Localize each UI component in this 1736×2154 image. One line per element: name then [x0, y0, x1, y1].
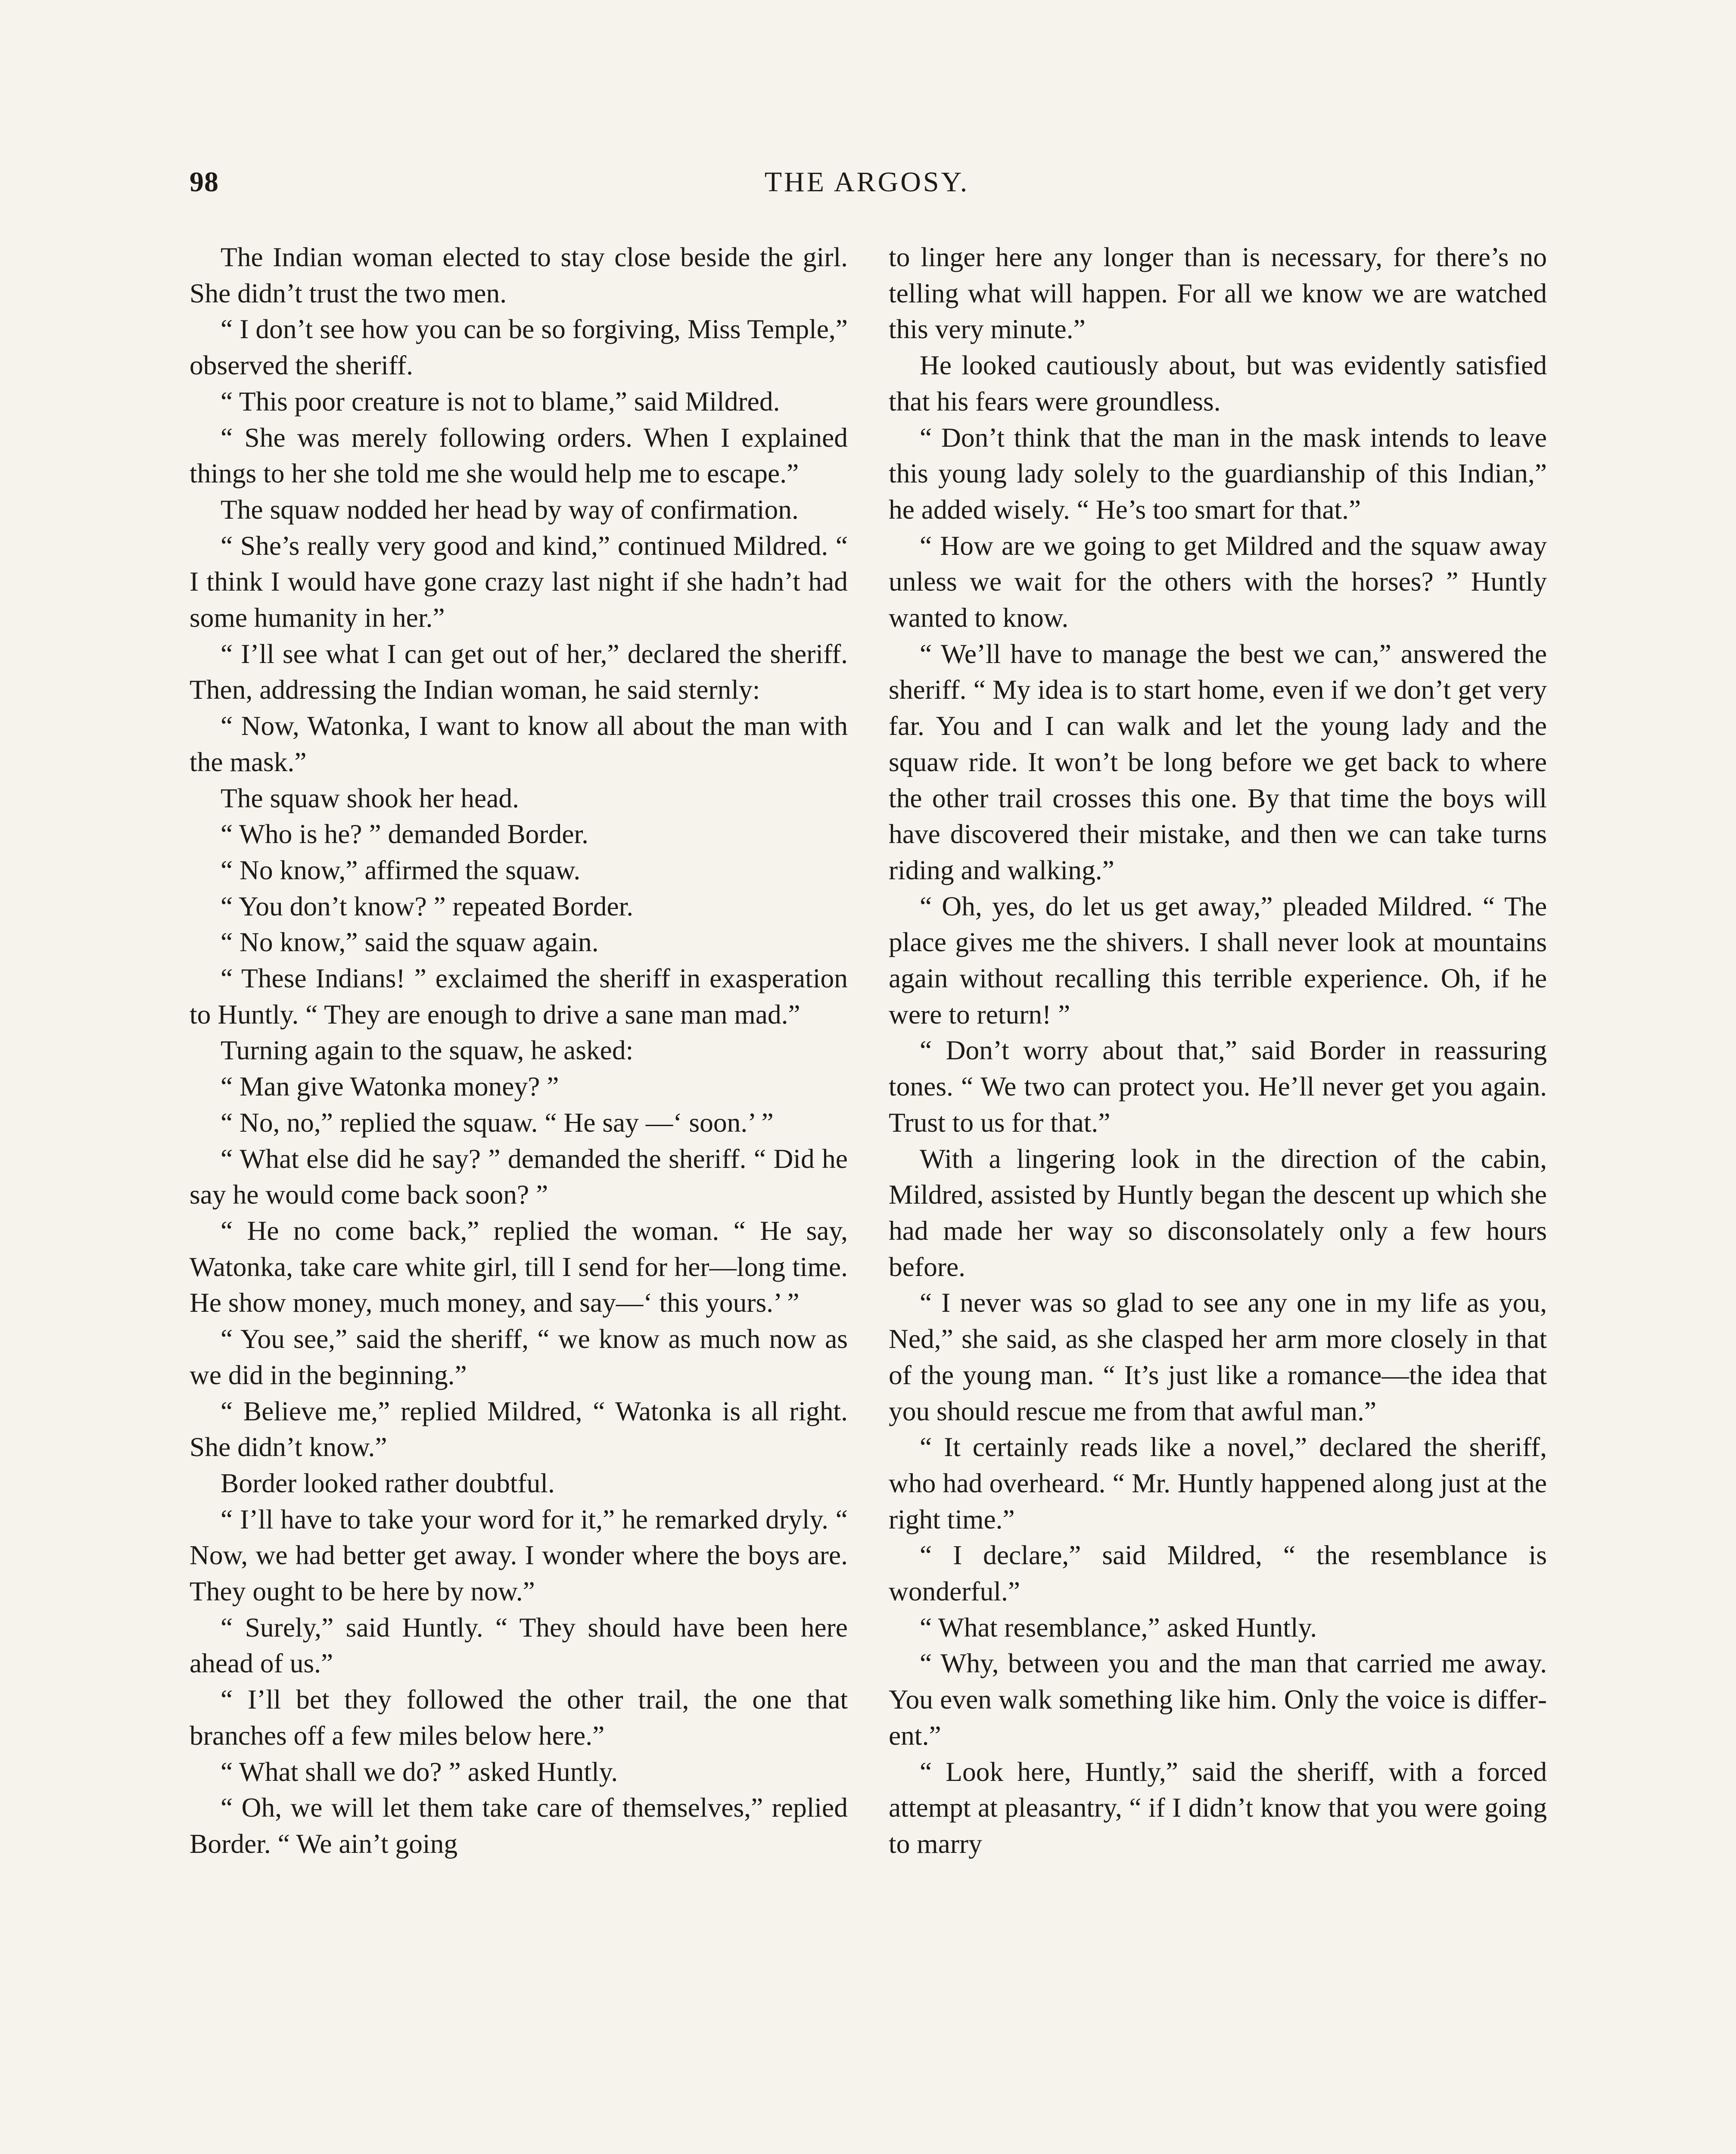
- page-header: [190, 166, 1544, 209]
- paragraph: “ I’ll bet they followed the other trail, the one that branches off a few miles below here.”: [190, 1684, 848, 1751]
- paragraph: “ What resemblance,” asked Huntly.: [920, 1612, 1317, 1643]
- paragraph: “ You don’t know? ” repeated Border.: [221, 890, 634, 921]
- paragraph: “ I never was so glad to see any one in my life as you, Ned,” she said, as she clasped her arm more closely in that of the young man. “ It’s just like a romance—the idea that you should rescue me from that awful man.”: [889, 1287, 1547, 1426]
- paragraph: “ We’ll have to manage the best we can,” answered the sheriff. “ My idea is to start home, even if we don’t get very far. You and I can walk and let the young lady and the squaw ride. It won’t be long before we get back to where the other trail crosses this one. By that time the boys will have discovered their mistake, and then we can take turns riding and walking.”: [889, 638, 1547, 885]
- paragraph: “ Oh, we will let them take care of themselves,” replied Border. “ We ain’t going: [190, 1792, 848, 1859]
- paragraph: “ Why, between you and the man that carried me away. You even walk something like him. Only the voice is different.”: [889, 1648, 1547, 1751]
- paragraph: Border looked rather doubtful.: [221, 1467, 555, 1498]
- paragraph: “ Don’t think that the man in the mask intends to leave this young lady solely to the guardianship of this Indian,” he added wisely. “ He’s too smart for that.”: [889, 422, 1547, 525]
- paragraph: “ You see,” said the sheriff, “ we know as much now as we did in the beginning.”: [190, 1323, 848, 1390]
- paragraph: “ I declare,” said Mildred, “ the resemblance is wonderful.”: [889, 1540, 1547, 1607]
- paragraph: “ I don’t see how you can be so forgiving, Miss Temple,” observed the sheriff.: [190, 314, 848, 381]
- continued-paragraph: to linger here any longer than is necessary, for there’s no telling what will happen. For all we know we are watched this very minute.”: [889, 242, 1547, 345]
- paragraph: “ She was merely following orders. When I explained things to her she told me she would help me to escape.”: [190, 422, 848, 489]
- paragraph: With a lingering look in the direction of the cabin, Mildred, assisted by Huntly began the descent up which she had made her way so disconsolately only a few hours before.: [889, 1143, 1547, 1282]
- paragraph: “ Look here, Huntly,” said the sheriff, with a forced attempt at pleasantry, “ if I didn’t know that you were going to marry: [889, 1756, 1547, 1859]
- paragraph: The squaw nodded her head by way of confirmation.: [221, 494, 799, 525]
- paragraph: The squaw shook her head.: [221, 782, 520, 813]
- paragraph: “ Oh, yes, do let us get away,” pleaded Mildred. “ The place gives me the shivers. I shall never look at mountains again without recalling this terrible experience. Oh, if he were to return! ”: [889, 890, 1547, 1030]
- paragraph: Turning again to the squaw, he asked:: [221, 1035, 634, 1066]
- paragraph: “ What shall we do? ” asked Huntly.: [221, 1756, 618, 1787]
- paragraph: “ It certainly reads like a novel,” declared the sheriff, who had overheard. “ Mr. Huntly happened along just at the right time.”: [889, 1432, 1547, 1535]
- paragraph: He looked cautiously about, but was evidently satisfied that his fears were groundless.: [889, 350, 1547, 417]
- paragraph: The Indian woman elected to stay close beside the girl. She didn’t trust the two men.: [190, 242, 848, 308]
- paragraph: “ No know,” affirmed the squaw.: [221, 854, 581, 885]
- paragraph: “ Man give Watonka money? ”: [221, 1071, 559, 1102]
- paragraph: “ Surely,” said Huntly. “ They should have been here ahead of us.”: [190, 1612, 848, 1679]
- paragraph: “ He no come back,” replied the woman. “ He say, Watonka, take care white girl, till I send for her—long time. He show money, much money, and say—‘ this yours.’ ”: [190, 1215, 848, 1318]
- paragraph: “ I’ll see what I can get out of her,” declared the sheriff. Then, addressing the Indian woman, he said sternly:: [190, 638, 848, 705]
- right-column: [889, 239, 1547, 1862]
- paragraph: “ Who is he? ” demanded Border.: [221, 819, 589, 850]
- paragraph: “ I’ll have to take your word for it,” he remarked dryly. “ Now, we had better get away. I wonder where the boys are. They ought to be here by now.”: [190, 1503, 848, 1607]
- paragraph: “ This poor creature is not to blame,” said Mildred.: [221, 386, 780, 417]
- paragraph: “ Don’t worry about that,” said Border in reassuring tones. “ We two can protect you. He’ll never get you again. Trust to us for that.”: [889, 1035, 1547, 1138]
- paragraph: “ These Indians! ” exclaimed the sheriff in exasperation to Huntly. “ They are enough to drive a sane man mad.”: [190, 963, 848, 1030]
- paragraph: “ No, no,” replied the squaw. “ He say —‘ soon.’ ”: [221, 1107, 774, 1138]
- paragraph: “ No know,” said the squaw again.: [221, 927, 599, 958]
- paragraph: “ How are we going to get Mildred and the squaw away unless we wait for the others with the horses? ” Huntly wanted to know.: [889, 530, 1547, 633]
- paragraph: “ She’s really very good and kind,” continued Mildred. “ I think I would have gone crazy last night if she hadn’t had some humanity in her.”: [190, 530, 848, 633]
- left-column: [190, 239, 848, 1862]
- paragraph: “ Believe me,” replied Mildred, “ Watonka is all right. She didn’t know.”: [190, 1395, 848, 1463]
- paragraph: “ Now, Watonka, I want to know all about the man with the mask.”: [190, 710, 848, 777]
- page-number: 98: [190, 166, 219, 198]
- paragraph: “ What else did he say? ” demanded the sheriff. “ Did he say he would come back soon? ”: [190, 1143, 848, 1210]
- running-head: THE ARGOSY.: [764, 166, 970, 198]
